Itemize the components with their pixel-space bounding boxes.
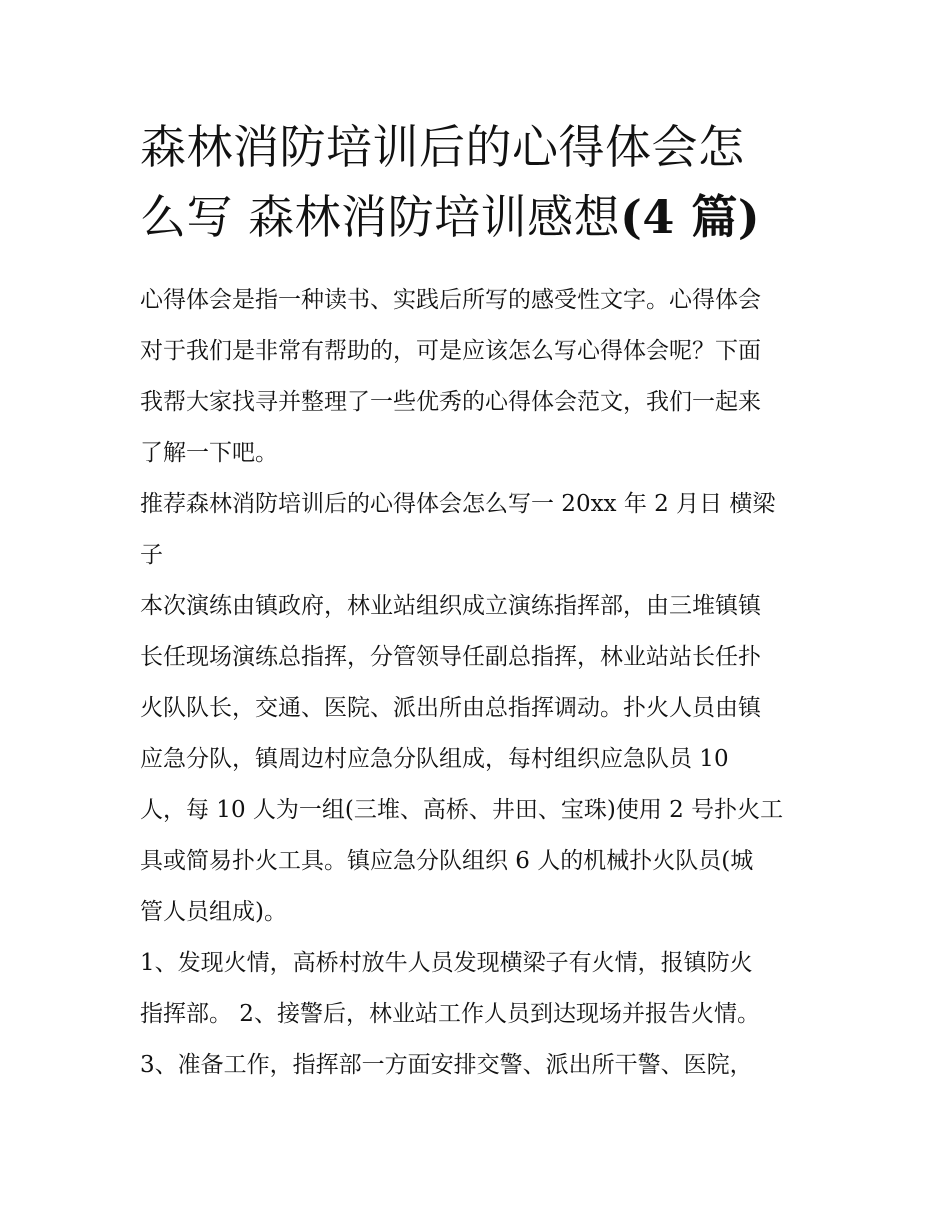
paragraph-line-2: 长任现场演练总指挥，分管领导任副总指挥，林业站站长任扑	[140, 644, 761, 670]
section-heading-line-2: 子	[140, 542, 163, 568]
paragraph-line-6: 具或简易扑火工具。镇应急分队组织 6 人的机械扑火队员(城	[140, 848, 754, 874]
list-line-2: 指挥部。 2、接警后，林业站工作人员到达现场并报告火情。	[140, 1001, 760, 1027]
title-suffix: (4 篇)	[620, 190, 761, 244]
list-line-1: 1、发现火情，高桥村放牛人员发现横梁子有火情，报镇防火	[140, 950, 753, 976]
intro-line-2: 对于我们是非常有帮助的，可是应该怎么写心得体会呢？下面	[140, 338, 761, 364]
document-title	[140, 112, 820, 252]
intro-line-4: 了解一下吧。	[140, 440, 278, 466]
title-line-1: 森林消防培训后的心得体会怎	[140, 120, 745, 174]
section-heading-line-1: 推荐森林消防培训后的心得体会怎么写一 20xx 年 2 月日 横梁	[140, 491, 776, 517]
intro-line-3: 我帮大家找寻并整理了一些优秀的心得体会范文，我们一起来	[140, 389, 761, 415]
paragraph-line-7: 管人员组成)。	[140, 899, 287, 925]
title-line-2-text: 么写 森林消防培训感想	[140, 190, 621, 244]
title-line-2	[140, 182, 820, 252]
intro-line-1: 心得体会是指一种读书、实践后所写的感受性文字。心得体会	[140, 287, 761, 313]
paragraph-line-4: 应急分队，镇周边村应急分队组成，每村组织应急队员 10	[140, 746, 729, 772]
paragraph-line-3: 火队队长，交通、医院、派出所由总指挥调动。扑火人员由镇	[140, 695, 761, 721]
paragraph-line-1: 本次演练由镇政府，林业站组织成立演练指挥部，由三堆镇镇	[140, 593, 761, 619]
paragraph-line-5: 人，每 10 人为一组(三堆、高桥、井田、宝珠)使用 2 号扑火工	[140, 797, 784, 823]
list-line-3: 3、准备工作，指挥部一方面安排交警、派出所干警、医院，	[140, 1052, 753, 1078]
